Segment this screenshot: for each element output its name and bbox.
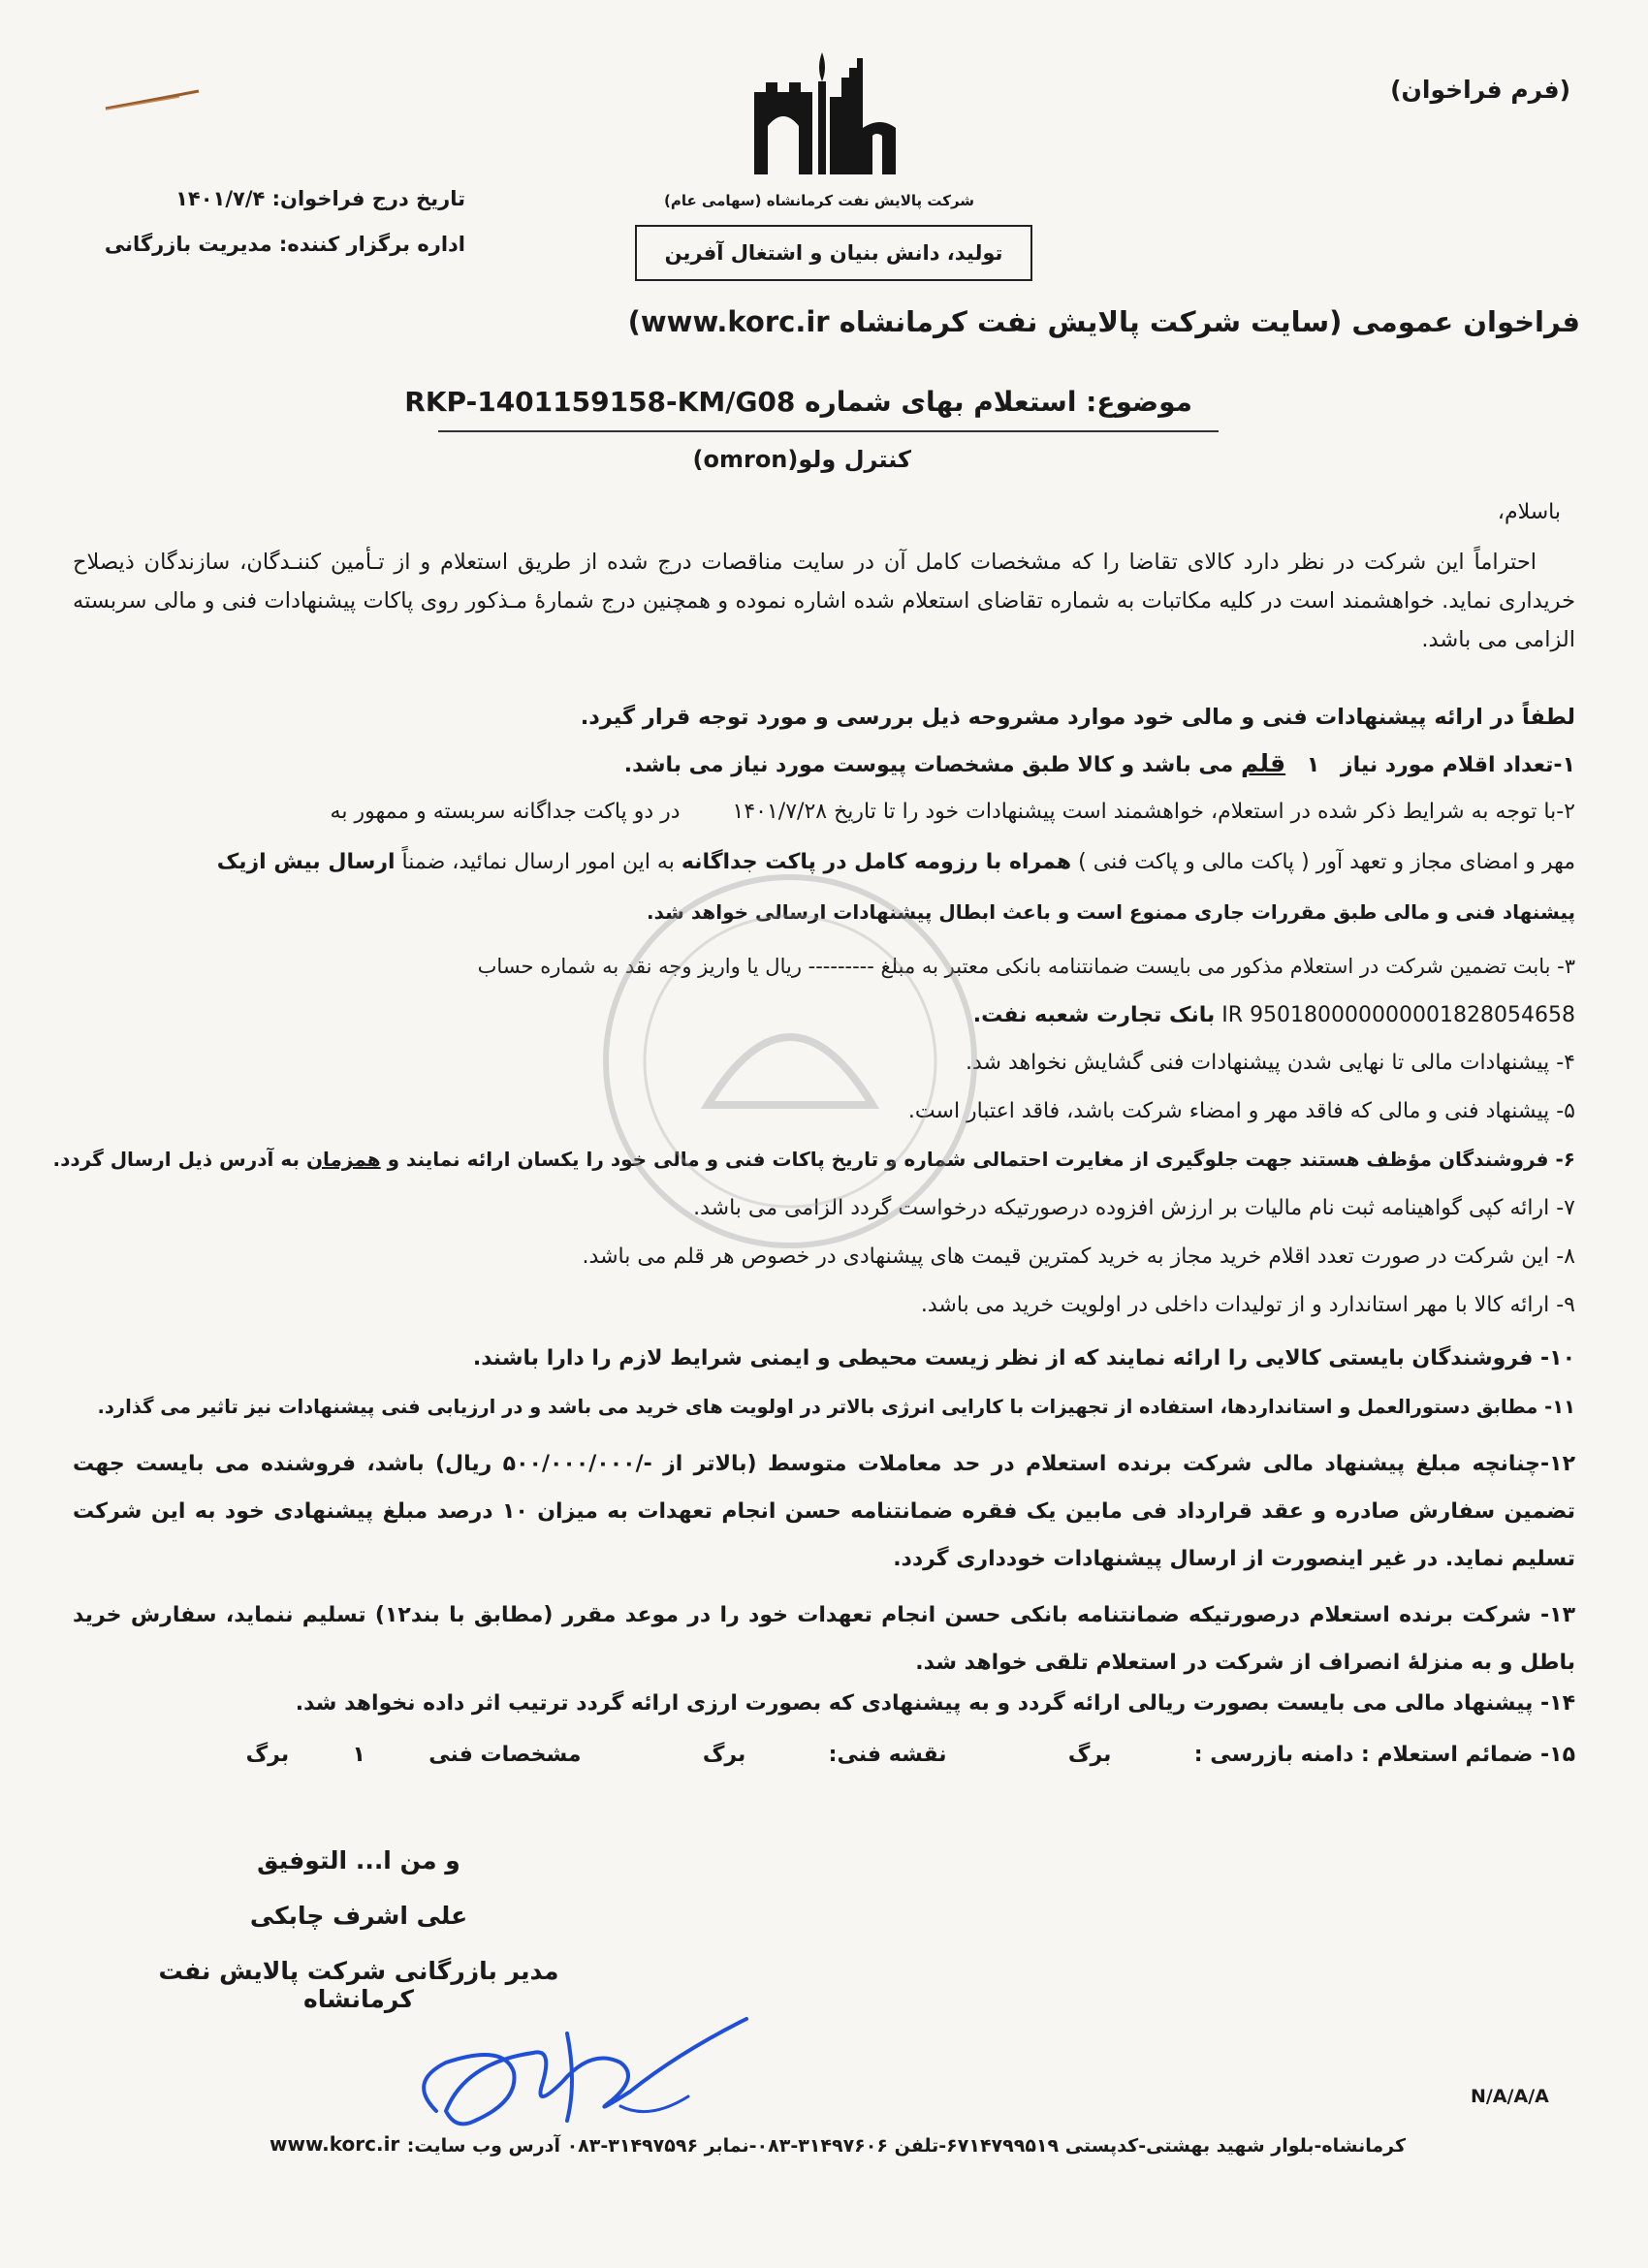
item-2-line-1 (63, 800, 1575, 824)
item-7: ۷- ارائه کپی گواهینامه ثبت نام مالیات بر ارزش افزوده درصورتیکه درخواست گردد الزامی می باشد. (693, 1196, 1575, 1220)
item-3-bank: بانک تجارت شعبه نفت. (972, 1003, 1216, 1027)
document-code: N/A/A/A (1471, 2086, 1549, 2107)
item-2-l2a: مهر و امضای مجاز و تعهد آور ( پاکت مالی و پاکت فنی ) (1078, 850, 1575, 874)
attachments-sheet-2: برگ (702, 1743, 746, 1767)
item-14: ۱۴- پیشنهاد مالی می بایست بصورت ریالی ارائه گردد و به پیشنهادی که بصورت ارزی ارائه گردد ترتیب اثر داده نخواهد شد. (295, 1691, 1575, 1716)
attachments-sheet-1: برگ (1067, 1743, 1112, 1767)
item-2-line-3: پیشنهاد فنی و مالی طبق مقررات جاری ممنوع است و باعث ابطال پیشنهادات ارسالی خواهد شد. (647, 900, 1575, 924)
please-note (73, 698, 1575, 737)
item-13 (73, 1591, 1575, 1686)
intro-text: احتراماً این شرکت در نظر دارد کالای تقاضا را که مشخصات کامل آن در سایت مناقصات درج شده از طریق استعلام و از تـأمین کننـدگان، سازندگان ذیصلاح خریداری نماید. خواهشمند است در کلیه مکاتبات به شماره تقاضای استعلام شده اشاره نموده و همچنین درج شمارهٔ مـذکور روی پاکات پیشنهادات فنی و مالی سربسته الزامی می باشد. (73, 550, 1575, 652)
item-4: ۴- پیشنهادات مالی تا نهایی شدن پیشنهادات فنی گشایش نخواهد شد. (966, 1051, 1575, 1075)
attachments-line (63, 1743, 1575, 1767)
closing: و من ا... التوفیق (257, 1846, 460, 1874)
item-2-l2c: به این امور ارسال نمائید، ضمناً (401, 850, 675, 874)
item-6-b: همزمان (305, 1148, 381, 1171)
item-13-text: ۱۳- شرکت برنده استعلام درصورتیکه ضمانتنامه بانکی حسن انجام تعهدات خود را در موعد مقرر (مطابق با بند۱۲) تسلیم ننماید، سفارش خرید باطل و به منزلهٔ انصراف از شرکت در استعلام تلقی خواهد شد. (73, 1603, 1575, 1675)
item-1 (63, 749, 1575, 777)
subject-line: موضوع: استعلام بهای شماره RKP-1401159158-KM/G08 (404, 386, 1192, 418)
announcement-title: فراخوان عمومی (سایت شرکت پالایش نفت کرمانشاه www.korc.ir) (627, 305, 1580, 338)
item-3-iban: IR 950180000000001828054658 (1221, 1003, 1575, 1027)
footer-address: کرمانشاه-بلوار شهید بهشتی-کدپستی ۶۷۱۴۷۹۹۵۱۹-تلفن ۳۱۴۹۷۶۰۶-۰۸۳-نمابر ۳۱۴۹۷۵۹۶-۰۸۳ آدرس وب سایت: (406, 2135, 1406, 2157)
item-1-unit: قلم (1240, 749, 1286, 777)
pin-mark-icon (102, 85, 204, 114)
item-2-l1b: در دو پاکت جداگانه سربسته و ممهور به (330, 800, 681, 824)
handwritten-signature-icon (397, 1995, 766, 2150)
item-name: کنترل ولو(omron) (692, 446, 911, 473)
item-3-line-1: ۳- بابت تضمین شرکت در استعلام مذکور می بایست ضمانتنامه بانکی معتبر به مبلغ --------- ریال یا واریز وجه نقد به شماره حساب (477, 955, 1575, 978)
item-1-a: ۱-تعداد اقلام مورد نیاز (1340, 753, 1575, 777)
item-2-l2d: ارسال بیش ازیک (216, 850, 396, 874)
slogan-text: تولید، دانش بنیان و اشتغال آفرین (664, 241, 1003, 265)
subject-underline (438, 430, 1219, 432)
company-name: شرکت پالایش نفت کرمانشاه (سهامی عام) (663, 192, 975, 209)
item-8: ۸- این شرکت در صورت تعدد اقلام خرید مجاز به خرید کمترین قیمت های پیشنهادی در خصوص هر قلم می باشد. (582, 1244, 1575, 1269)
please-text: لطفاً در ارائه پیشنهادات فنی و مالی خود موارد مشروحه ذیل بررسی و مورد توجه قرار گیرد. (580, 705, 1575, 730)
organizer: اداره برگزار کننده: مدیریت بازرگانی (104, 233, 465, 256)
item-5: ۵- پیشنهاد فنی و مالی که فاقد مهر و امضاء شرکت باشد، فاقد اعتبار است. (907, 1099, 1575, 1123)
item-6-a: ۶- فروشندگان مؤظف هستند جهت جلوگیری از مغایرت احتمالی شماره و تاریخ پاکات فنی و مالی خود را یکسان ارائه نمایند و (387, 1148, 1575, 1171)
item-9: ۹- ارائه کالا با مهر استاندارد و از تولیدات داخلی در اولویت خرید می باشد. (920, 1293, 1575, 1317)
form-label: (فرم فراخوان) (1390, 76, 1570, 104)
attachments-label: ۱۵- ضمائم استعلام : دامنه بازرسی : (1193, 1743, 1575, 1767)
item-10: ۱۰- فروشندگان بایستی کالایی را ارائه نمایند که از نظر زیست محیطی و ایمنی شرایط لازم را دارا باشند. (472, 1346, 1575, 1370)
item-1-b: می باشد و کالا طبق مشخصات پیوست مورد نیاز می باشد. (623, 753, 1234, 777)
item-12-text: ۱۲-چنانچه مبلغ پیشنهاد مالی شرکت برنده استعلام در حد معاملات متوسط (بالاتر از -/۵۰۰/۰۰۰/۰۰۰ ریال) باشد، فروشنده می بایست جهت تضمین سفارش صادره و عقد قرارداد فی مابین یک فقره ضمانتنامه حسن انجام تعهدات به میزان ۱۰ درصد مبلغ پیشنهادی خود به این شرکت تسلیم نماید. در غیر اینصورت از ارسال پیشنهادات خودداری گردد. (73, 1452, 1575, 1571)
signer-title: مدیر بازرگانی شرکت پالایش نفت کرمانشاه (158, 1957, 559, 2013)
attachments-count: ۱ (352, 1743, 365, 1767)
item-12 (73, 1440, 1575, 1583)
item-11: ۱۱- مطابق دستورالعمل و استانداردها، استفاده از تجهیزات با کارایی انرژی بالاتر در اولویت های خرید می باشد و در ارزیابی فنی پیشنهادات نیز تاثیر می گذارد. (97, 1396, 1575, 1418)
item-2-l1a: ۲-با توجه به شرایط ذکر شده در استعلام، خواهشمند است پیشنهادات خود را تا تاریخ ۱۴۰۱/۷/۲۸ (732, 800, 1575, 824)
attachments-sheet-3: برگ (245, 1743, 290, 1767)
intro-paragraph (73, 543, 1575, 659)
item-6-c: به آدرس ذیل ارسال گردد. (52, 1148, 300, 1171)
footer-website-link[interactable]: www.korc.ir (269, 2132, 400, 2156)
issue-date: تاریخ درج فراخوان: ۱۴۰۱/۷/۴ (175, 187, 465, 210)
attachments-drawing: نقشه فنی: (828, 1743, 947, 1767)
signer-name: علی اشرف چابکی (249, 1902, 468, 1930)
slogan-box (635, 225, 1032, 281)
item-2-l2b: همراه با رزومه کامل در پاکت جداگانه (681, 850, 1072, 874)
attachments-specs: مشخصات فنی (428, 1743, 582, 1767)
company-logo-icon (737, 39, 911, 184)
watermark-stamp-icon (582, 853, 998, 1270)
item-1-count: ۱ (1306, 753, 1320, 777)
greeting: باسلام، (1497, 500, 1561, 524)
